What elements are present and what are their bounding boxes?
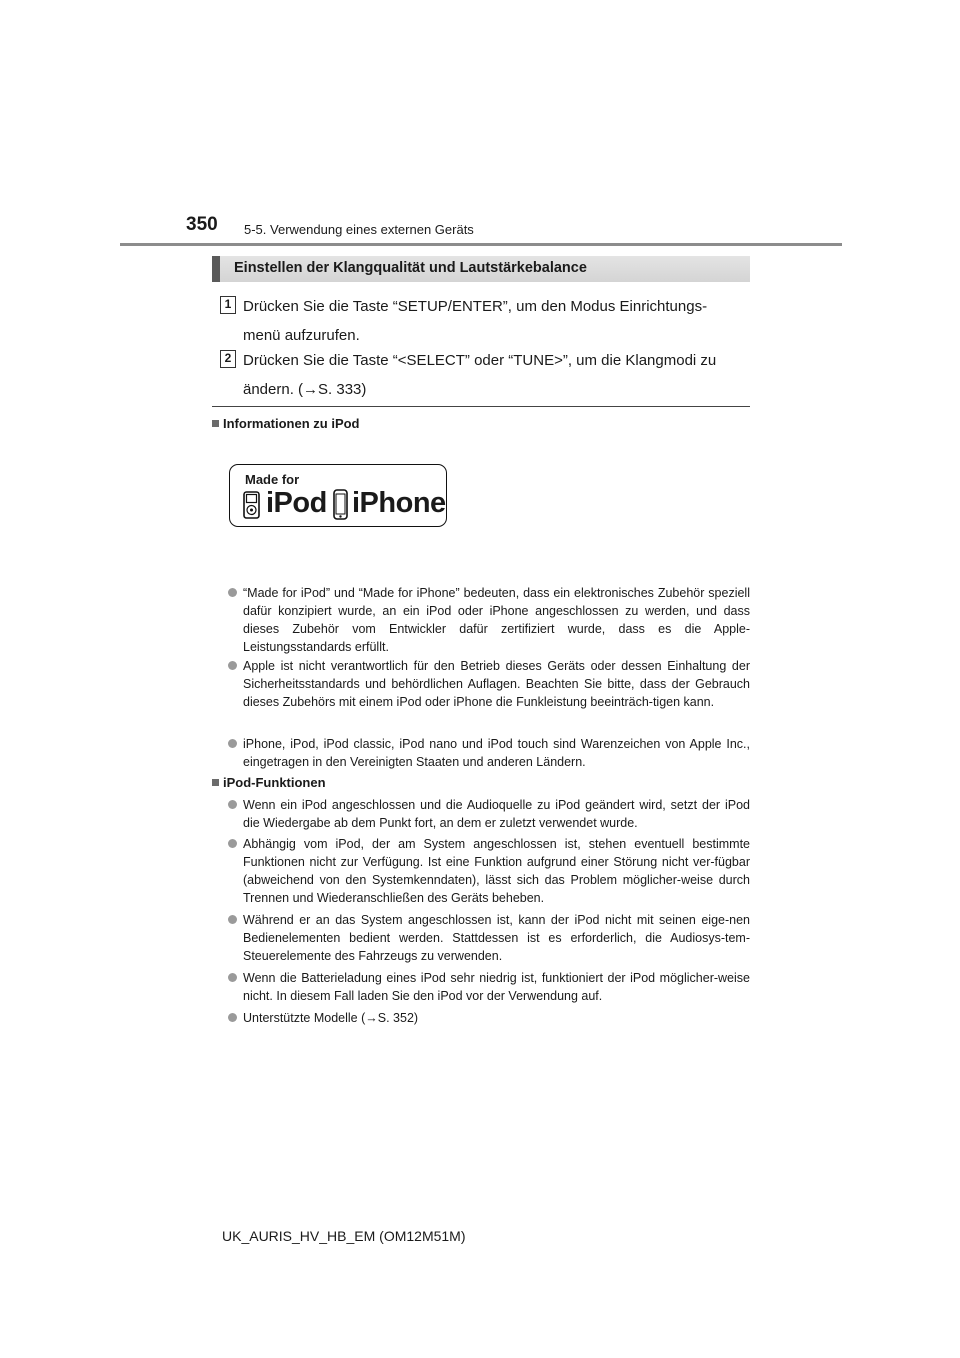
bullet-dot-icon: [228, 1013, 237, 1022]
step-number-1: 1: [220, 296, 236, 314]
info-bullet-3: [243, 735, 750, 771]
step-2-line1: Drücken Sie die Taste “<SELECT” oder “TUNE>”, um die Klangmodi zu: [243, 352, 717, 369]
functions-heading: [212, 775, 326, 790]
made-for-ipod-iphone-badge: [229, 464, 447, 527]
ipod-device-icon: [243, 491, 260, 519]
functions-heading-text: iPod-Funktionen: [223, 775, 326, 790]
function-bullet-5: [243, 1009, 750, 1027]
badge-ipod: iPod: [266, 487, 327, 519]
info-heading-text: Informationen zu iPod: [223, 416, 360, 431]
info-bullet-2-text: Apple ist nicht verantwortlich für den Betrieb dieses Geräts oder dessen Einhaltung der Sicherheitsstandards und behördlichen Auflagen. Beachten Sie bitte, dass der Gebrauch dieses Zubehörs mit einem iPod oder iPhone die Funkleistung beeinträch-tigen kann.: [243, 659, 750, 709]
function-bullet-4-text: Wenn die Batterieladung eines iPod sehr niedrig ist, funktioniert der iPod möglicher-weise nicht. In diesem Fall laden Sie den iPod vor der Verwendung auf.: [243, 971, 750, 1003]
step-2-text: [243, 346, 743, 404]
badge-iphone: iPhone: [352, 487, 446, 519]
function-bullet-5-text: Unterstützte Modelle (→S. 352): [243, 1011, 419, 1025]
info-bullet-2: [243, 657, 750, 711]
section-title: 5-5. Verwendung eines externen Geräts: [244, 222, 474, 237]
step-1-line1: Drücken Sie die Taste “SETUP/ENTER”, um den Modus Einrichtungs-: [243, 298, 708, 315]
step-number-2: 2: [220, 350, 236, 368]
section-heading-bar: [212, 256, 750, 282]
function-bullet-3-text: Während er an das System angeschlossen ist, kann der iPod nicht mit seinen eige-nen Bedienelementen bedient werden. Stattdessen ist es erforderlich, die Audiosys-tem-Steuerelemente des Fahrzeugs zu verwenden.: [243, 913, 750, 963]
footer-model-code: UK_AURIS_HV_HB_EM (OM12M51M): [222, 1228, 466, 1244]
function-bullet-2-text: Abhängig vom iPod, der am System angeschlossen ist, stehen eventuell bestimmte Funktionen nicht zur Verfügung. Ist eine Funktion aufgrund einer Störung nicht ver-fügbar (abweichend von den Systemkenndaten), lässt sich das Problem möglicher-weise durch Trennen und Wiederanschließen des Geräts beheben.: [243, 837, 750, 905]
square-bullet-icon: [212, 779, 219, 786]
info-bullet-3-text: iPhone, iPod, iPod classic, iPod nano und iPod touch sind Warenzeichen von Apple Inc., eingetragen in den Vereinigten Staaten und anderen Ländern.: [243, 737, 750, 769]
bullet-dot-icon: [228, 915, 237, 924]
step-2-line2: ändern. (→S. 333): [243, 381, 367, 398]
function-bullet-1-text: Wenn ein iPod angeschlossen und die Audioquelle zu iPod geändert wird, setzt der iPod die Wiedergabe ab dem Punkt fort, an dem er zuletzt verwendet wurde.: [243, 798, 750, 830]
function-bullet-3: [243, 911, 750, 965]
bullet-dot-icon: [228, 588, 237, 597]
header-divider: [120, 243, 842, 246]
iphone-device-icon: [333, 489, 348, 520]
bullet-dot-icon: [228, 839, 237, 848]
bullet-dot-icon: [228, 973, 237, 982]
info-heading: [212, 416, 360, 431]
info-bullet-1: [243, 584, 750, 656]
function-bullet-4: [243, 969, 750, 1005]
step-1-text: [243, 292, 743, 350]
info-bullet-1-text: “Made for iPod” und “Made for iPhone” bedeuten, dass ein elektronisches Zubehör speziell dafür konzipiert wurde, an ein iPod oder iPhone angeschlossen zu werden, und dass dieses Zubehör vom Entwickler dafür zertifiziert wurde, dass es die Apple-Leistungsstandards erfüllt.: [243, 586, 750, 654]
square-bullet-icon: [212, 420, 219, 427]
page-number: 350: [186, 214, 218, 235]
section-heading: Einstellen der Klangqualität und Lautstärkebalance: [234, 260, 587, 276]
step-1-line2: menü aufzurufen.: [243, 327, 360, 344]
bullet-dot-icon: [228, 661, 237, 670]
badge-made-for: Made for: [245, 472, 300, 487]
function-bullet-1: [243, 796, 750, 832]
function-bullet-2: [243, 835, 750, 907]
section-divider: [212, 406, 750, 407]
bullet-dot-icon: [228, 739, 237, 748]
bullet-dot-icon: [228, 800, 237, 809]
